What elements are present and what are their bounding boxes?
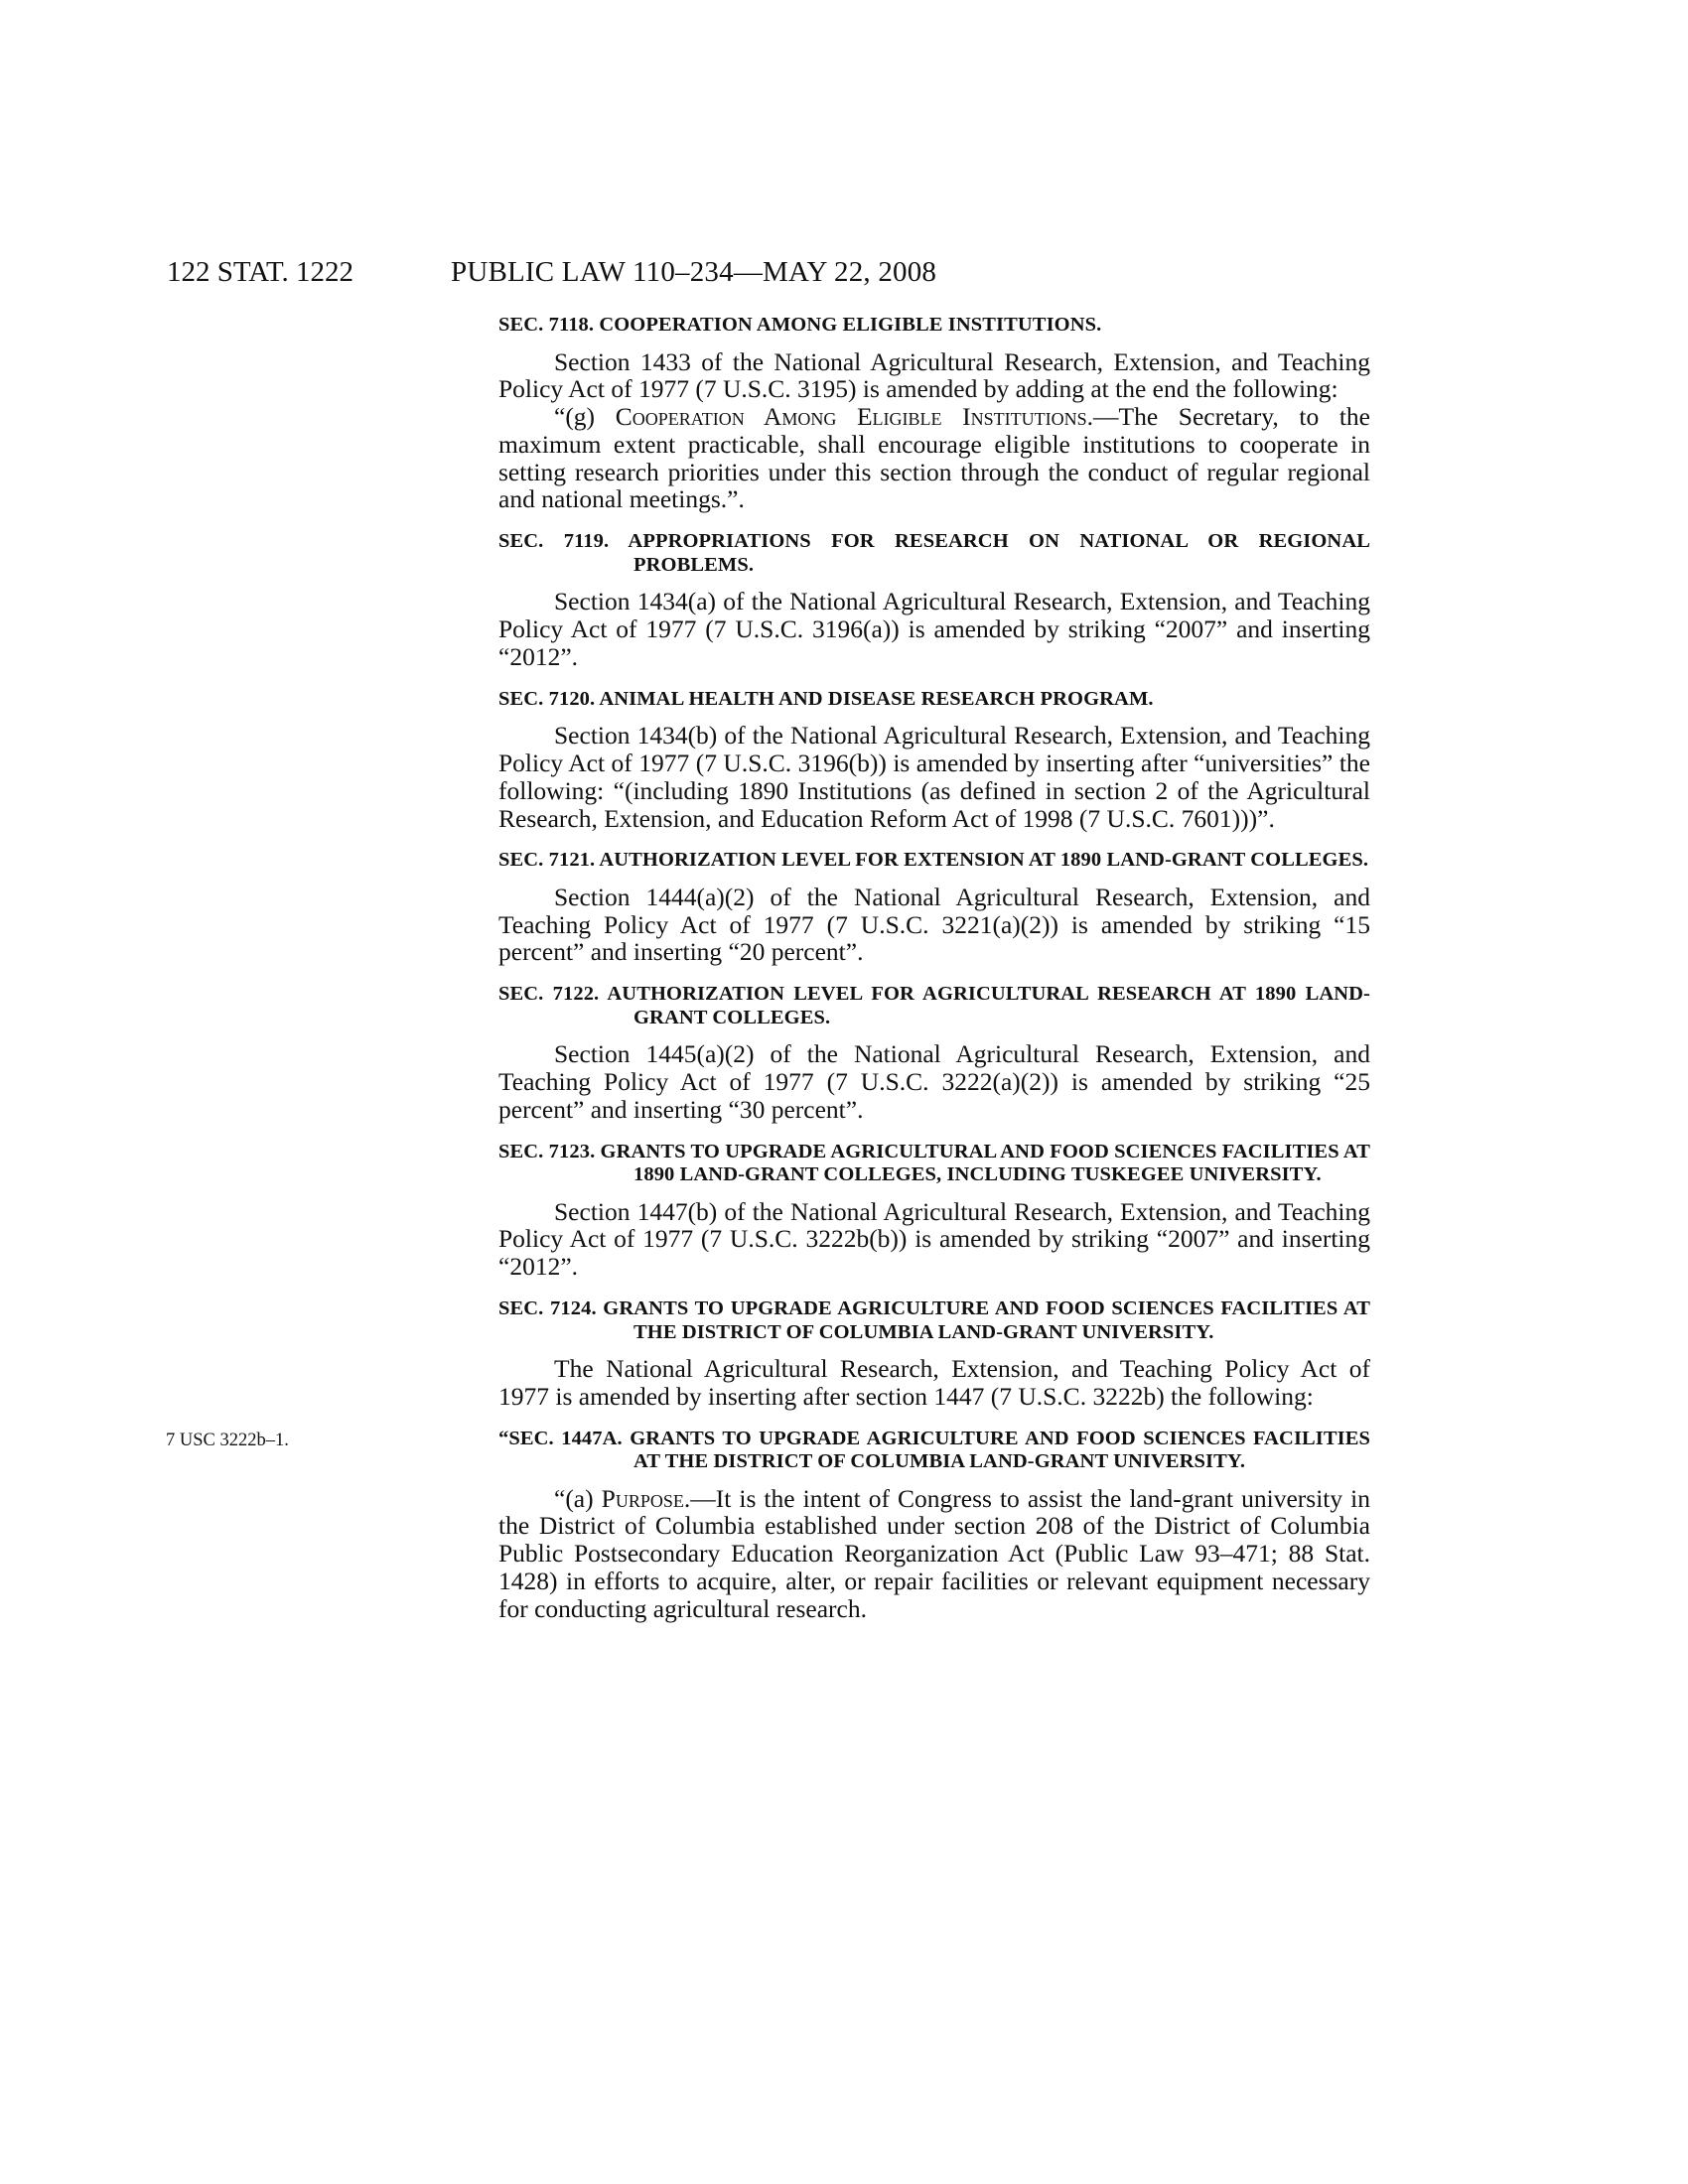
section-7122 — [498, 983, 1370, 1123]
document-body — [166, 314, 1371, 1623]
section-1447a — [166, 1427, 1371, 1623]
section-text: Section 1433 of the National Agricultural Research, Extension, and Teaching Policy Act of 1977 (7 U.S.C. 3195) is amended by adding at the end the following: — [498, 346, 1370, 404]
section-text: Section 1444(a)(2) of the National Agricultural Research, Extension, and Teaching Policy Act of 1977 (7 U.S.C. 3221(a)(2)) is amended by striking “15 percent” and inserting “20 percent”. — [498, 882, 1370, 967]
subsection-g — [498, 403, 1370, 513]
subsection-text: .—The Secretary, to the maximum extent practicable, shall encourage eligible institutions to cooperate in setting research priorities under this section through the conduct of regular regional and national meetings.”. — [498, 402, 1370, 514]
margin-citation: 7 USC 3222b–1. — [166, 1430, 289, 1450]
section-7121 — [498, 849, 1370, 966]
section-heading: SEC. 7118. COOPERATION AMONG ELIGIBLE INSTITUTIONS. — [498, 314, 1102, 336]
section-heading: “SEC. 1447A. GRANTS TO UPGRADE AGRICULTURE AND FOOD SCIENCES FACILITIES AT THE DISTRICT OF COLUMBIA LAND-GRANT UNIVERSITY. — [498, 1427, 1370, 1473]
section-7120 — [498, 688, 1370, 833]
subsection-marker: “(a) — [554, 1483, 602, 1513]
section-text: Section 1434(a) of the National Agricultural Research, Extension, and Teaching Policy Act of 1977 (7 U.S.C. 3196(a)) is amended by striking “2007” and inserting “2012”. — [498, 587, 1370, 671]
section-7118 — [498, 314, 1370, 513]
section-text: The National Agricultural Research, Extension, and Teaching Policy Act of 1977 is amended by inserting after section 1447 (7 U.S.C. 3222b) the following: — [498, 1354, 1370, 1411]
statute-page-number: 122 STAT. 1222 — [167, 256, 354, 288]
section-heading: SEC. 7123. GRANTS TO UPGRADE AGRICULTURAL AND FOOD SCIENCES FACILITIES AT 1890 LAND-GRANT COLLEGES, INCLUDING TUSKEGEE UNIVERSITY. — [498, 1140, 1370, 1186]
subsection-title: Purpose — [601, 1483, 684, 1513]
section-7123 — [498, 1141, 1370, 1281]
page-header — [167, 252, 1370, 292]
section-text: Section 1445(a)(2) of the National Agricultural Research, Extension, and Teaching Policy Act of 1977 (7 U.S.C. 3222(a)(2)) is amended by striking “25 percent” and inserting “30 percent”. — [498, 1039, 1370, 1124]
subsection-text: .—It is the intent of Congress to assist the land-grant university in the District of Columbia established under section 208 of the District of Columbia Public Postsecondary Education Reorganization Act (Public Law 93–471; 88 Stat. 1428) in efforts to acquire, alter, or repair facilities or relevant equipment necessary for conducting agricultural research. — [498, 1483, 1371, 1623]
section-7119 — [498, 530, 1370, 670]
public-law-title: PUBLIC LAW 110–234—MAY 22, 2008 — [451, 256, 937, 288]
subsection-a — [498, 1485, 1370, 1623]
subsection-title: Cooperation Among Eligible Institutions — [615, 402, 1087, 432]
section-heading: SEC. 7124. GRANTS TO UPGRADE AGRICULTURE AND FOOD SCIENCES FACILITIES AT THE DISTRICT OF COLUMBIA LAND-GRANT UNIVERSITY. — [498, 1297, 1370, 1343]
section-text: Section 1434(b) of the National Agricultural Research, Extension, and Teaching Policy Act of 1977 (7 U.S.C. 3196(b)) is amended by inserting after “universities” the following: “(including 1890 Institutions (as defined in section 2 of the Agricultural Research, Extension, and Education Reform Act of 1998 (7 U.S.C. 7601)))”. — [498, 721, 1370, 833]
section-heading: SEC. 7120. ANIMAL HEALTH AND DISEASE RESEARCH PROGRAM. — [498, 687, 1154, 710]
section-heading: SEC. 7122. AUTHORIZATION LEVEL FOR AGRICULTURAL RESEARCH AT 1890 LAND-GRANT COLLEGES. — [498, 983, 1370, 1028]
section-7124 — [498, 1297, 1370, 1411]
section-heading: SEC. 7119. APPROPRIATIONS FOR RESEARCH ON NATIONAL OR REGIONAL PROBLEMS. — [498, 530, 1370, 576]
section-heading: SEC. 7121. AUTHORIZATION LEVEL FOR EXTENSION AT 1890 LAND-GRANT COLLEGES. — [498, 849, 1369, 872]
subsection-marker: “(g) — [554, 402, 616, 432]
section-text: Section 1447(b) of the National Agricultural Research, Extension, and Teaching Policy Act of 1977 (7 U.S.C. 3222b(b)) is amended by striking “2007” and inserting “2012”. — [498, 1196, 1370, 1282]
